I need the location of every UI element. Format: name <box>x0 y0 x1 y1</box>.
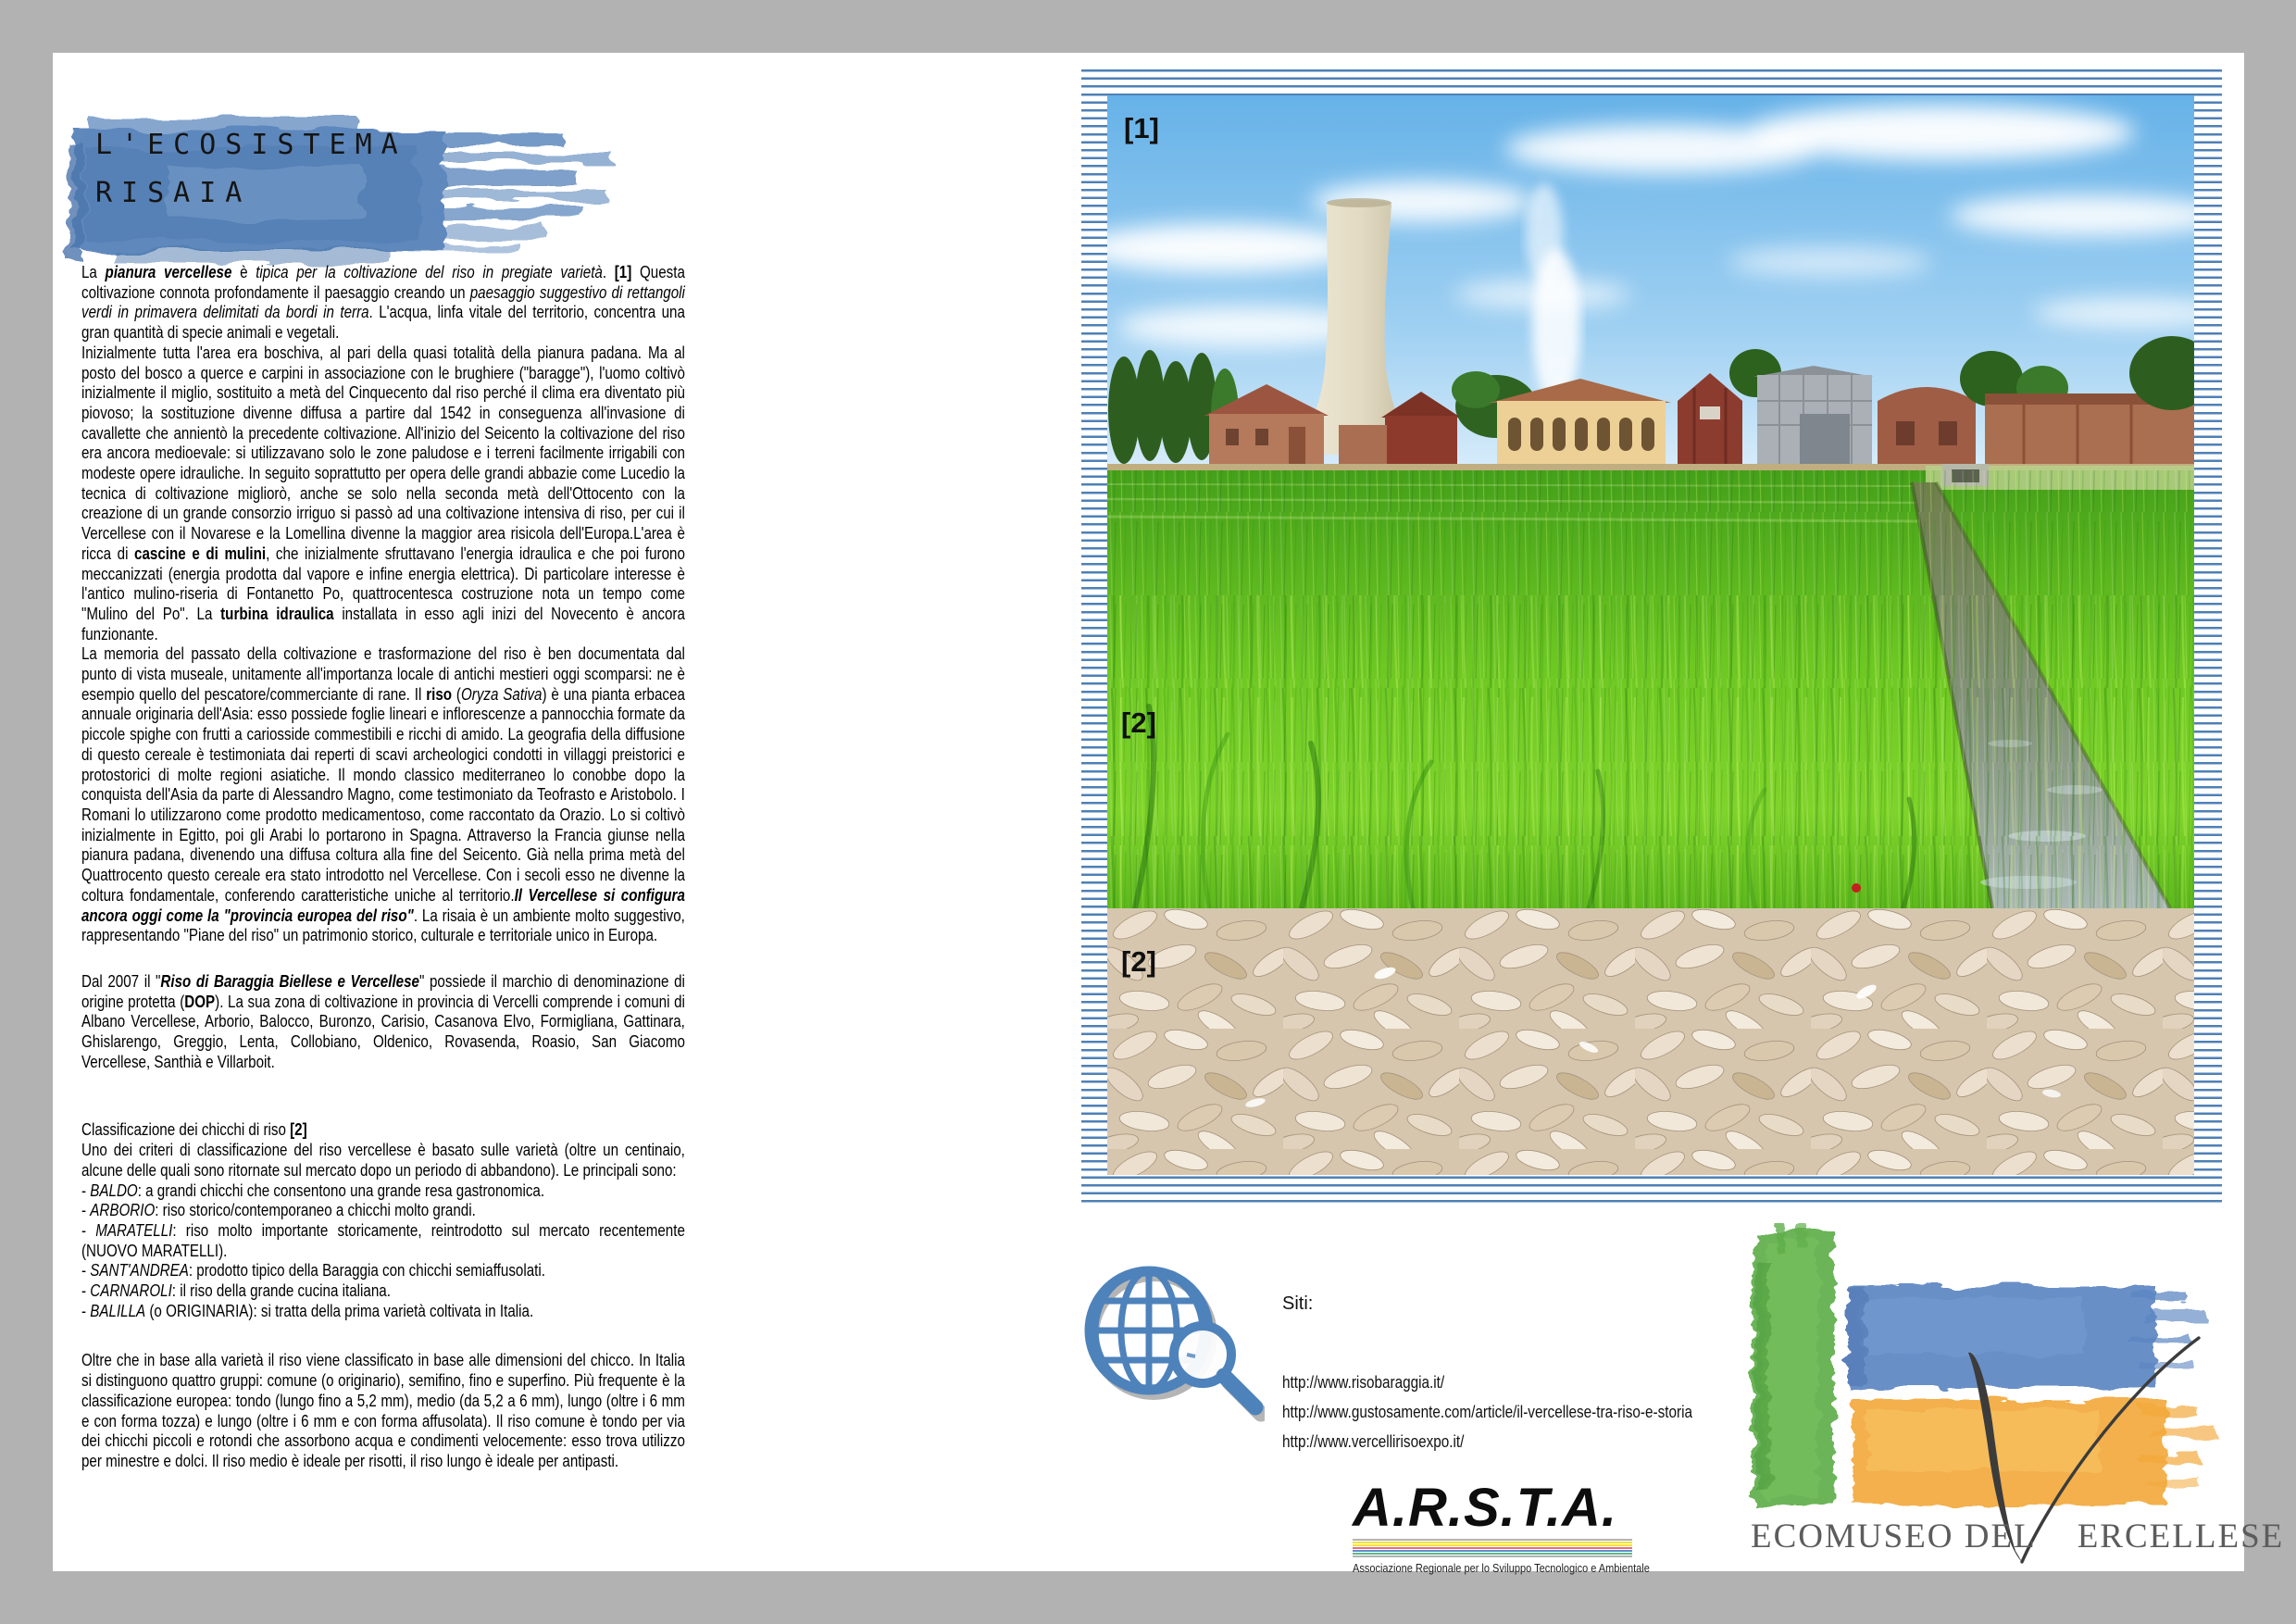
photo-rice-grains <box>1107 908 2194 1175</box>
links-heading: Siti: <box>1282 1293 1314 1314</box>
ecomuseo-logo-text <box>1751 1517 2283 1556</box>
paragraph: - BALILLA (o ORIGINARIA): si tratta della prima varietà coltivata in Italia. <box>81 1300 534 1320</box>
paragraph: - SANT'ANDREA: prodotto tipico della Baraggia con chicchi semiaffusolati. <box>81 1260 545 1280</box>
ecomuseo-text-part1: ECOMUSEO DEL <box>1751 1518 2037 1555</box>
paragraph: La memoria del passato della coltivazione e trasformazione del riso è ben documentata dal punto di vista museale, unitamente all'importanza locale di antichi mestieri oggi scomparsi: ne è esempio quello del pescatore/commerciante di rane. Il riso (Oryza Sativa) è una pianta erbacea annuale originaria dell'Asia: esso possiede foglie lineari e inflorescenze a pannocchia formate da piccole spighe con frutti a cariosside commestibili e ricchi di amido. La geografia della diffusione di questo cereale è testimoniata dai reperti di scavi archeologici condotti in villaggi preistorici e protostorici di molte regioni asiatiche. Il mondo classico mediterraneo lo conobbe dopo la conquista dell'Asia da parte di Alessandro Magno, come testimoniato da Teofrasto e Aristobolo. I Romani lo utilizzarono come prodotto medicamentoso, come raccontato da Orazio. Lo si coltivò inizialmente in Egitto, poi gli Arabi lo portarono in Spagna. Attraverso la Francia giunse nella pianura padana, divenendo una diffusa coltura alla fine del Seicento. Già nella prima metà del Quattrocento questo cereale era stato introdotto nel Vercellese. Con i secoli esso ne divenne la coltura fondamentale, conferendo caratteristiche uniche al territorio.Il Vercellese si configura ancora oggi come la "provincia europea del riso". La risaia è un ambiente molto suggestivo, rappresentando "Piane del riso" un patrimonio storico, culturale e territoriale unico in Europa. <box>81 643 685 945</box>
site-link[interactable]: http://www.gustosamente.com/article/il-vercellese-tra-riso-e-storia <box>1282 1403 1692 1421</box>
rice-grains-texture <box>1107 908 2194 1175</box>
photo1-ref-label: [1] <box>1124 112 1159 144</box>
arsta-logo-stripes <box>1353 1539 1632 1557</box>
yellow-watercolor-stroke <box>1853 1399 2217 1505</box>
paragraph-gap <box>81 945 685 971</box>
arsta-logo-name: A.R.S.T.A. <box>1353 1478 1618 1538</box>
photo-frame <box>1081 69 2222 1204</box>
blue-watercolor-stroke <box>1848 1286 2206 1388</box>
ecomuseo-text-part2: ERCELLESE <box>2077 1518 2285 1555</box>
paragraph: - ARBORIO: riso storico/contemporaneo a chicchi molto grandi. <box>81 1200 476 1220</box>
tower-rim <box>1327 198 1391 207</box>
paragraph: Uno dei criteri di classificazione del riso vercellese è basato sulle varietà (oltre un centinaio, alcune delle quali sono ritornate sul mercato dopo un periodo di abbandono). Le principali sono: <box>81 1140 685 1180</box>
paragraph: Dal 2007 il "Riso di Baraggia Biellese e Vercellese" possiede il marchio di denominazione di origine protetta (DOP). La sua zona di coltivazione in provincia di Vercelli comprende i comuni di Albano Vercellese, Arborio, Balocco, Buronzo, Carisio, Casanova Elvo, Formigliana, Gattinara, Ghislarengo, Greggio, Lenta, Collobiano, Oldenico, Rovasenda, Roasio, San Giacomo Vercellese, Santhià e Villarboit. <box>81 970 685 1071</box>
page-title-line2: RISAIA <box>95 177 252 209</box>
photo1-ref-label-2: [2] <box>1121 706 1156 739</box>
arsta-logo <box>1353 1478 1650 1575</box>
arsta-stripe <box>1353 1553 1632 1555</box>
grass-texture-foreground <box>1107 595 2194 908</box>
paragraph-gap <box>81 1320 685 1350</box>
paragraph: Oltre che in base alla varietà il riso viene classificato in base alle dimensioni del chicco. In Italia si distinguono quattro gruppi: comune (o originario), semifino, fino e superfino. Più frequente è la classificazione europea: tondo (lungo fino a 5,2 mm), medio (da 5,2 a 6 mm), lungo (oltre i 6 mm e con forma tozza) e lungo (oltre i 6 mm e con forma affusolata). Il riso comune è tondo per via dei chicchi piccoli e rotondi che assorbono acqua e condimenti velocemente: esso trova utilizzo per minestre e dolci. Il riso medio è ideale per risotti, il riso lungo è ideale per antipasti. <box>81 1350 685 1470</box>
paragraph: Inizialmente tutta l'area era boschiva, al pari della quasi totalità della pianura padana. Ma al posto del bosco a querce e carpini in associazione con le brughiere ("baragge"), l'uomo coltivò inizialmente il miglio, sostituito a metà del Cinquecento dal riso perché il clima era diventato più piovoso; la sostituzione divenne diffusa a partire dal 1542 in conseguenza all'invasione di cavallette che annientò la precedente coltivazione. All'inizio del Seicento la coltivazione del riso era ancora medioevale: si utilizzavano solo le zone paludose e i terreni facilmente irrigabili con modeste opere idrauliche. In seguito soprattutto per opera delle grandi abbazie come Lucedio la tecnica di coltivazione migliorò, anche se solo nella seconda metà dell'Ottocento con la creazione di un grande consorzio irriguo si passò ad una coltivazione intensiva di riso, per cui il Vercellese con il Novarese e la Lomellina divenne la maggior area risicola dell'Europa.L'area è ricca di cascine e di mulini, che inizialmente sfruttavano l'energia idraulica e che poi furono meccanizzati (energia prodotta dal vapore e infine energia elettrica). Di particolare interesse è l'antico mulino-riseria di Fontanetto Po, quattrocentesca costruzione nota un tempo come "Mulino del Po". La turbina idraulica installata in esso agli inizi del Novecento è ancora funzionante. <box>81 342 685 643</box>
arsta-stripe <box>1353 1555 1632 1557</box>
globe-search-icon <box>1075 1256 1265 1432</box>
page-title <box>95 121 407 218</box>
green-watercolor-stroke <box>1753 1223 1834 1505</box>
arsta-stripe <box>1353 1547 1632 1549</box>
paragraph-gap <box>81 1071 685 1119</box>
paragraph: - MARATELLI: riso molto importante storicamente, reintrodotto sul mercato recentemente (NUOVO MARATELLI). <box>81 1219 685 1260</box>
site-link[interactable]: http://www.vercellirisoexpo.it/ <box>1282 1432 1465 1451</box>
arsta-stripe <box>1353 1544 1632 1546</box>
photo2-ref-label: [2] <box>1121 945 1156 978</box>
magnifier-handle <box>1224 1376 1255 1407</box>
page-title-line1: L'ECOSISTEMA <box>95 129 407 161</box>
paragraph: - CARNAROLI: il riso della grande cucina italiana. <box>81 1280 391 1301</box>
paragraph: La pianura vercellese è tipica per la coltivazione del riso in pregiate varietà. [1] Questa coltivazione connota profondamente il paesaggio creando un paesaggio suggestivo di rettangoli verdi in primavera delimitati da bordi in terra. L'acqua, linfa vitale del territorio, concentra una gran quantità di specie animali e vegetali. <box>81 262 685 343</box>
arsta-logo-subtitle: Associazione Regionale per lo Sviluppo Tecnologico e Ambientale <box>1353 1562 1650 1575</box>
arsta-stripe <box>1353 1550 1632 1552</box>
paragraph: - BALDO: a grandi chicchi che consentono una grande resa gastronomica. <box>81 1180 545 1200</box>
document-page <box>53 53 2285 1575</box>
paragraph: Classificazione dei chicchi di riso [2] <box>81 1119 307 1140</box>
photo-rice-paddy <box>1107 95 2194 908</box>
site-link[interactable]: http://www.risobaraggia.it/ <box>1282 1373 1445 1392</box>
article-text <box>81 262 693 1558</box>
arsta-stripe <box>1353 1539 1632 1541</box>
poppy-flower <box>1852 883 1861 893</box>
arsta-stripe <box>1353 1542 1632 1543</box>
